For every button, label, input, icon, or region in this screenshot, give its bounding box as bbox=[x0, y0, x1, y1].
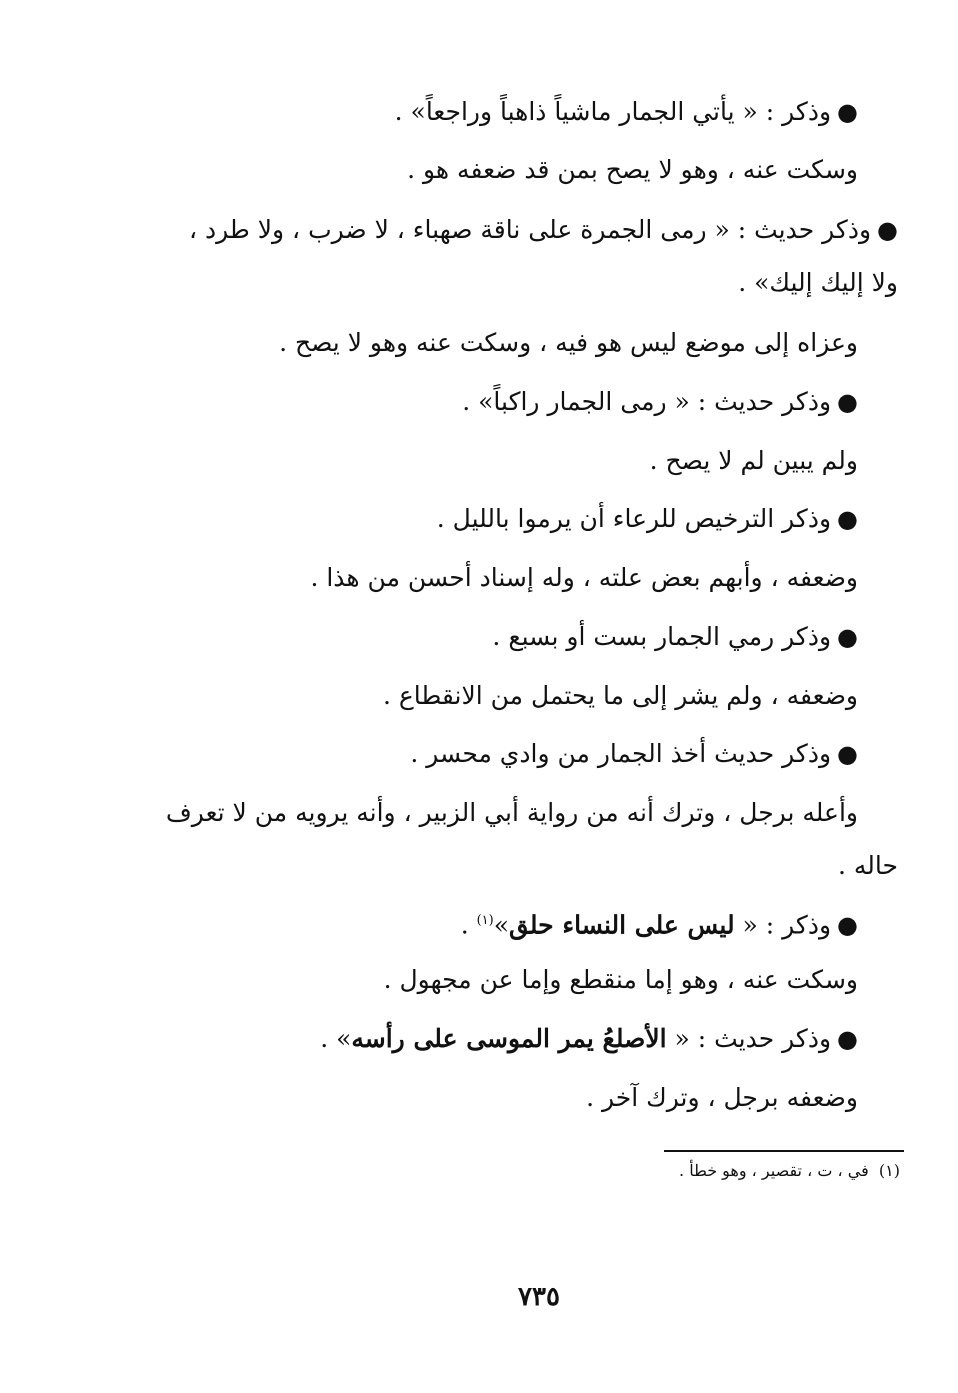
comment-text: وعزاه إلى موضع ليس هو فيه ، وسكت عنه وهو لا يصح . bbox=[279, 328, 858, 357]
bullet-icon: ● bbox=[877, 216, 898, 244]
bullet-icon: ● bbox=[837, 911, 858, 940]
bullet-icon: ● bbox=[837, 623, 858, 651]
comment-line bbox=[407, 152, 858, 188]
entry-quote: ليس على النساء حلق bbox=[509, 910, 735, 940]
entry-line bbox=[395, 94, 858, 130]
entry-text: وذكر حديث : « رمى الجمرة على ناقة صهباء ، لا ضرب ، ولا طرد ، bbox=[188, 215, 872, 244]
comment-text: وضعفه ، ولم يشر إلى ما يحتمل من الانقطاع . bbox=[382, 681, 858, 710]
comment-line bbox=[586, 1080, 858, 1116]
comment-text: وضعفه برجل ، وترك آخر . bbox=[586, 1083, 858, 1112]
entry-text: وذكر حديث أخذ الجمار من وادي محسر . bbox=[410, 739, 832, 768]
page-number: ٧٣٥ bbox=[518, 1282, 560, 1312]
entry-continuation bbox=[738, 265, 898, 301]
comment-line bbox=[384, 962, 858, 998]
comment-text: وأعله برجل ، وترك أنه من رواية أبي الزبير ، وأنه يرويه من لا تعرف bbox=[165, 798, 858, 827]
entry-line bbox=[188, 212, 898, 248]
entry-line bbox=[462, 384, 858, 420]
entry-text: ولا إليك إليك» . bbox=[738, 268, 898, 297]
bullet-icon: ● bbox=[837, 740, 858, 768]
entry-quote-close: » . bbox=[320, 1024, 352, 1053]
entry-text: وذكر الترخيص للرعاء أن يرموا بالليل . bbox=[436, 504, 832, 533]
entry-line bbox=[320, 1021, 858, 1057]
footnote-divider bbox=[664, 1150, 904, 1152]
footnote-number: (١) bbox=[878, 1161, 900, 1180]
entry-quote: الأصلعُ يمر الموسى على رأسه bbox=[351, 1024, 667, 1053]
entry-line bbox=[492, 619, 858, 655]
comment-text: حاله . bbox=[838, 851, 898, 880]
entry-line bbox=[437, 501, 858, 537]
comment-continuation bbox=[838, 848, 898, 884]
bullet-icon: ● bbox=[837, 505, 858, 533]
bullet-icon: ● bbox=[837, 388, 858, 416]
comment-text: وضعفه ، وأبهم بعض علته ، وله إسناد أحسن من هذا . bbox=[310, 563, 858, 592]
comment-text: وسكت عنه ، وهو إما منقطع وإما عن مجهول . bbox=[383, 965, 858, 994]
entry-end: . bbox=[460, 910, 477, 940]
entry-text: وذكر رمي الجمار بست أو بسبع . bbox=[492, 622, 832, 651]
footnote bbox=[679, 1160, 900, 1182]
comment-line bbox=[279, 325, 858, 361]
comment-line bbox=[165, 795, 858, 831]
comment-line bbox=[310, 560, 858, 596]
entry-text: وذكر حديث : « bbox=[666, 1024, 832, 1053]
entry-quote-close: » bbox=[493, 910, 510, 940]
bullet-icon: ● bbox=[837, 98, 858, 126]
entry-text: وذكر حديث : « رمى الجمار راكباً» . bbox=[462, 387, 832, 416]
entry-text: وذكر : « يأتي الجمار ماشياً ذاهباً وراجعاً» . bbox=[394, 97, 832, 126]
entry-line bbox=[410, 736, 858, 772]
entry-text: وذكر : « bbox=[734, 910, 832, 940]
comment-text: وسكت عنه ، وهو لا يصح بمن قد ضعفه هو . bbox=[407, 155, 858, 184]
comment-text: ولم يبين لم لا يصح . bbox=[649, 446, 858, 475]
footnote-text: في ، ت ، تقصير ، وهو خطأ . bbox=[679, 1161, 869, 1180]
comment-line bbox=[383, 678, 858, 714]
entry-line bbox=[461, 903, 858, 943]
comment-line bbox=[650, 443, 858, 479]
bullet-icon: ● bbox=[837, 1025, 858, 1053]
footnote-ref[interactable]: (١) bbox=[476, 913, 494, 928]
